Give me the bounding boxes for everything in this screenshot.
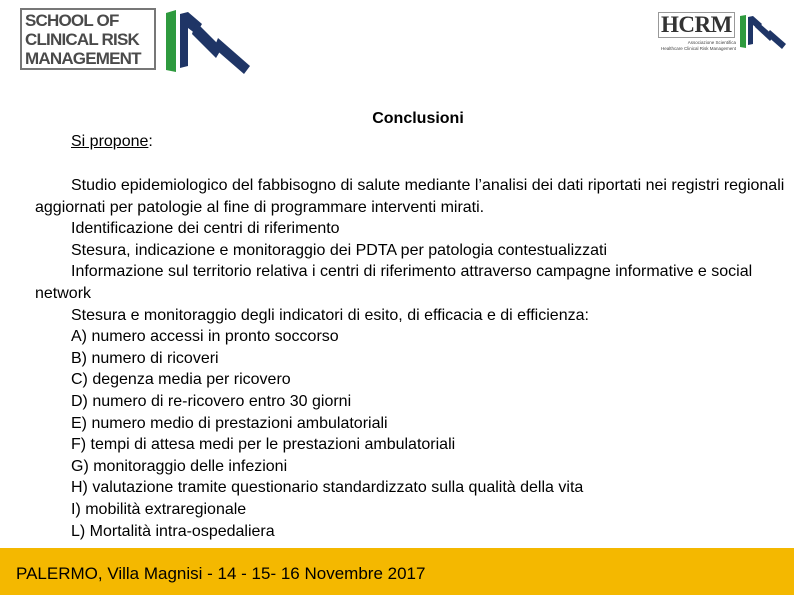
intro-line [71, 133, 153, 151]
hcrm-logo [658, 12, 788, 52]
school-logo-mark-icon [162, 8, 254, 74]
indicator-item: E) numero medio di prestazioni ambulatoriali [71, 414, 388, 432]
footer-text: PALERMO, Villa Magnisi - 14 - 15- 16 Novembre 2017 [16, 564, 426, 583]
indicator-item: H) valutazione tramite questionario standardizzato sulla qualità della vita [71, 479, 584, 497]
indicator-item: L) Mortalità intra-ospedaliera [71, 522, 275, 540]
indicator-item: C) degenza media per ricovero [71, 371, 291, 389]
conclusion-item: Identificazione dei centri di riferimento [71, 220, 340, 238]
conclusion-item: Stesura, indicazione e monitoraggio dei PDTA per patologia contestualizzati [71, 241, 608, 259]
indicator-item: B) numero di ricoveri [71, 349, 219, 367]
school-logo-line-2: CLINICAL RISK [25, 30, 139, 49]
hcrm-logo-subtitle-1: Associazione Scientifica [687, 40, 736, 45]
indicator-item: D) numero di re-ricovero entro 30 giorni [71, 392, 352, 410]
intro-label: Si propone [71, 133, 149, 150]
hcrm-logo-text: HCRM [658, 12, 735, 38]
conclusion-item: Studio epidemiologico del fabbisogno di salute mediante l’analisi dei dati riportati nei registri regionali aggiornati per patologie al fine di programmare interventi mirati. [35, 177, 785, 216]
hcrm-logo-mark-icon [738, 14, 788, 50]
conclusion-item: Stesura e monitoraggio degli indicatori di esito, di efficacia e di efficienza: [71, 306, 589, 324]
slide-title: Conclusioni [372, 110, 464, 127]
indicator-item: G) monitoraggio delle infezioni [71, 457, 288, 475]
indicator-item: I) mobilità extraregionale [71, 500, 247, 518]
school-logo-line-1: SCHOOL OF [25, 11, 119, 30]
footer-bar [0, 548, 794, 595]
conclusions-body [35, 175, 785, 542]
indicator-item: F) tempi di attesa medi per le prestazioni ambulatoriali [71, 436, 456, 454]
hcrm-logo-subtitle-2: Healthcare Clinical Risk Management [660, 46, 736, 51]
school-logo-box [20, 8, 156, 70]
intro-suffix: : [148, 133, 153, 150]
conclusion-item: Informazione sul territorio relativa i centri di riferimento attraverso campagne informative e social network [35, 263, 753, 302]
school-logo-line-3: MANAGEMENT [25, 49, 141, 68]
indicator-item: A) numero accessi in pronto soccorso [71, 328, 339, 346]
school-logo [20, 8, 260, 74]
